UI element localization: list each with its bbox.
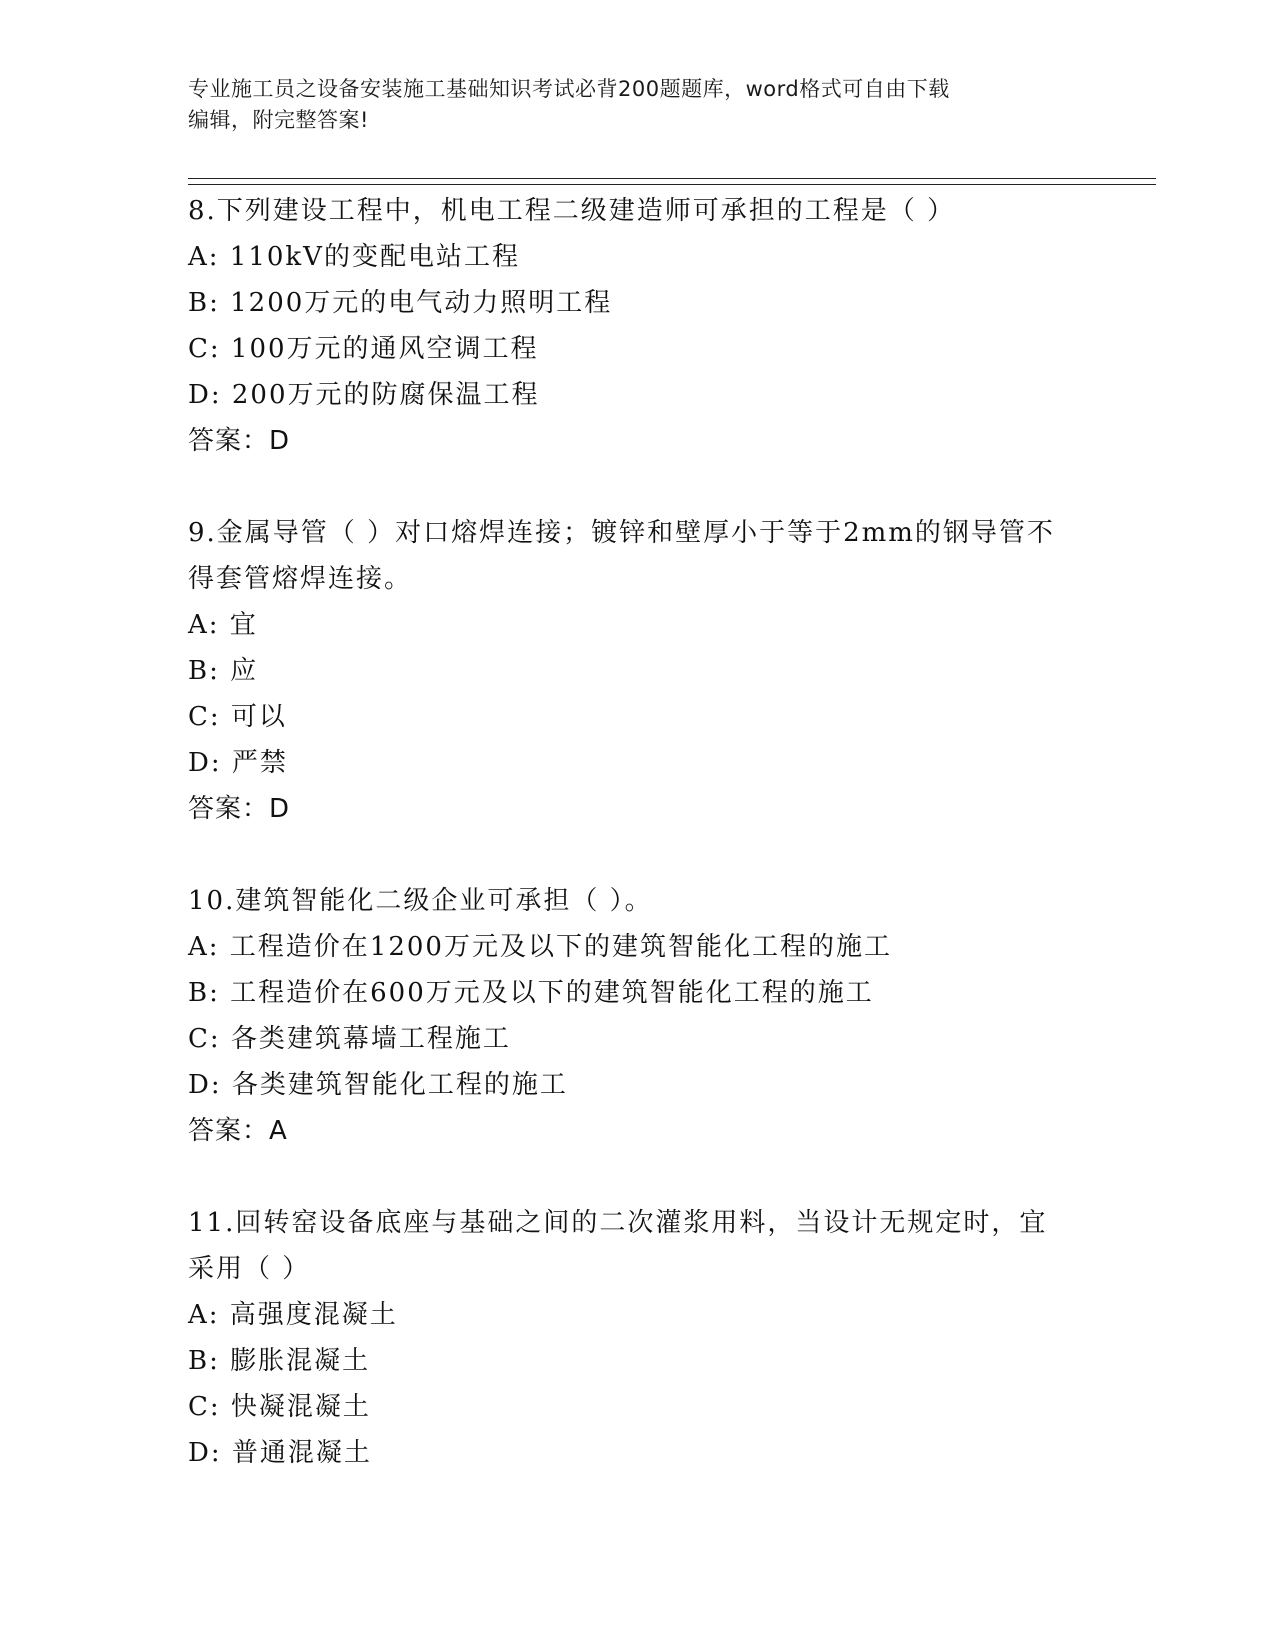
option-c: C: 快凝混凝土 — [188, 1392, 371, 1422]
header-title-line-2: 编辑，附完整答案! — [188, 108, 369, 132]
spacer — [188, 1154, 1088, 1200]
spacer — [188, 464, 1088, 510]
option-c: C: 100万元的通风空调工程 — [188, 334, 539, 364]
option-d: D: 严禁 — [188, 748, 288, 778]
option-d: D: 200万元的防腐保温工程 — [188, 380, 540, 410]
spacer — [188, 832, 1088, 878]
question-9 — [188, 510, 1088, 832]
option-a: A: 110kV的变配电站工程 — [188, 242, 520, 272]
option-d: D: 各类建筑智能化工程的施工 — [188, 1070, 568, 1100]
question-stem-line-1: 11.回转窑设备底座与基础之间的二次灌浆用料，当设计无规定时，宜 — [188, 1208, 1048, 1238]
option-c: C: 各类建筑幕墙工程施工 — [188, 1024, 511, 1054]
option-a: A: 工程造价在1200万元及以下的建筑智能化工程的施工 — [188, 932, 892, 962]
question-stem: 8.下列建设工程中，机电工程二级建造师可承担的工程是（ ） — [188, 196, 956, 226]
question-stem-line-2: 得套管熔焊连接。 — [188, 564, 413, 594]
question-10 — [188, 878, 1088, 1154]
option-b: B: 膨胀混凝土 — [188, 1346, 371, 1376]
header-divider-top — [188, 178, 1156, 179]
option-b: B: 工程造价在600万元及以下的建筑智能化工程的施工 — [188, 978, 874, 1008]
question-list — [188, 188, 1088, 1476]
question-stem-line-1: 9.金属导管（ ）对口熔焊连接；镀锌和壁厚小于等于2mm的钢导管不 — [188, 518, 1055, 548]
question-11 — [188, 1200, 1088, 1476]
header-title-line-1: 专业施工员之设备安装施工基础知识考试必背200题题库，word格式可自由下载 — [188, 77, 950, 101]
question-stem-line-2: 采用（ ） — [188, 1254, 311, 1284]
answer-line: 答案：D — [188, 794, 291, 824]
option-d: D: 普通混凝土 — [188, 1438, 372, 1468]
option-b: B: 应 — [188, 656, 259, 686]
answer-line: 答案：D — [188, 426, 291, 456]
question-8 — [188, 188, 1088, 464]
question-stem: 10.建筑智能化二级企业可承担（ ）。 — [188, 886, 653, 916]
answer-line: 答案：A — [188, 1116, 288, 1146]
header-divider-bottom — [188, 184, 1156, 185]
option-a: A: 高强度混凝土 — [188, 1300, 398, 1330]
option-a: A: 宜 — [188, 610, 258, 640]
option-c: C: 可以 — [188, 702, 287, 732]
option-b: B: 1200万元的电气动力照明工程 — [188, 288, 613, 318]
document-header — [188, 74, 1088, 136]
